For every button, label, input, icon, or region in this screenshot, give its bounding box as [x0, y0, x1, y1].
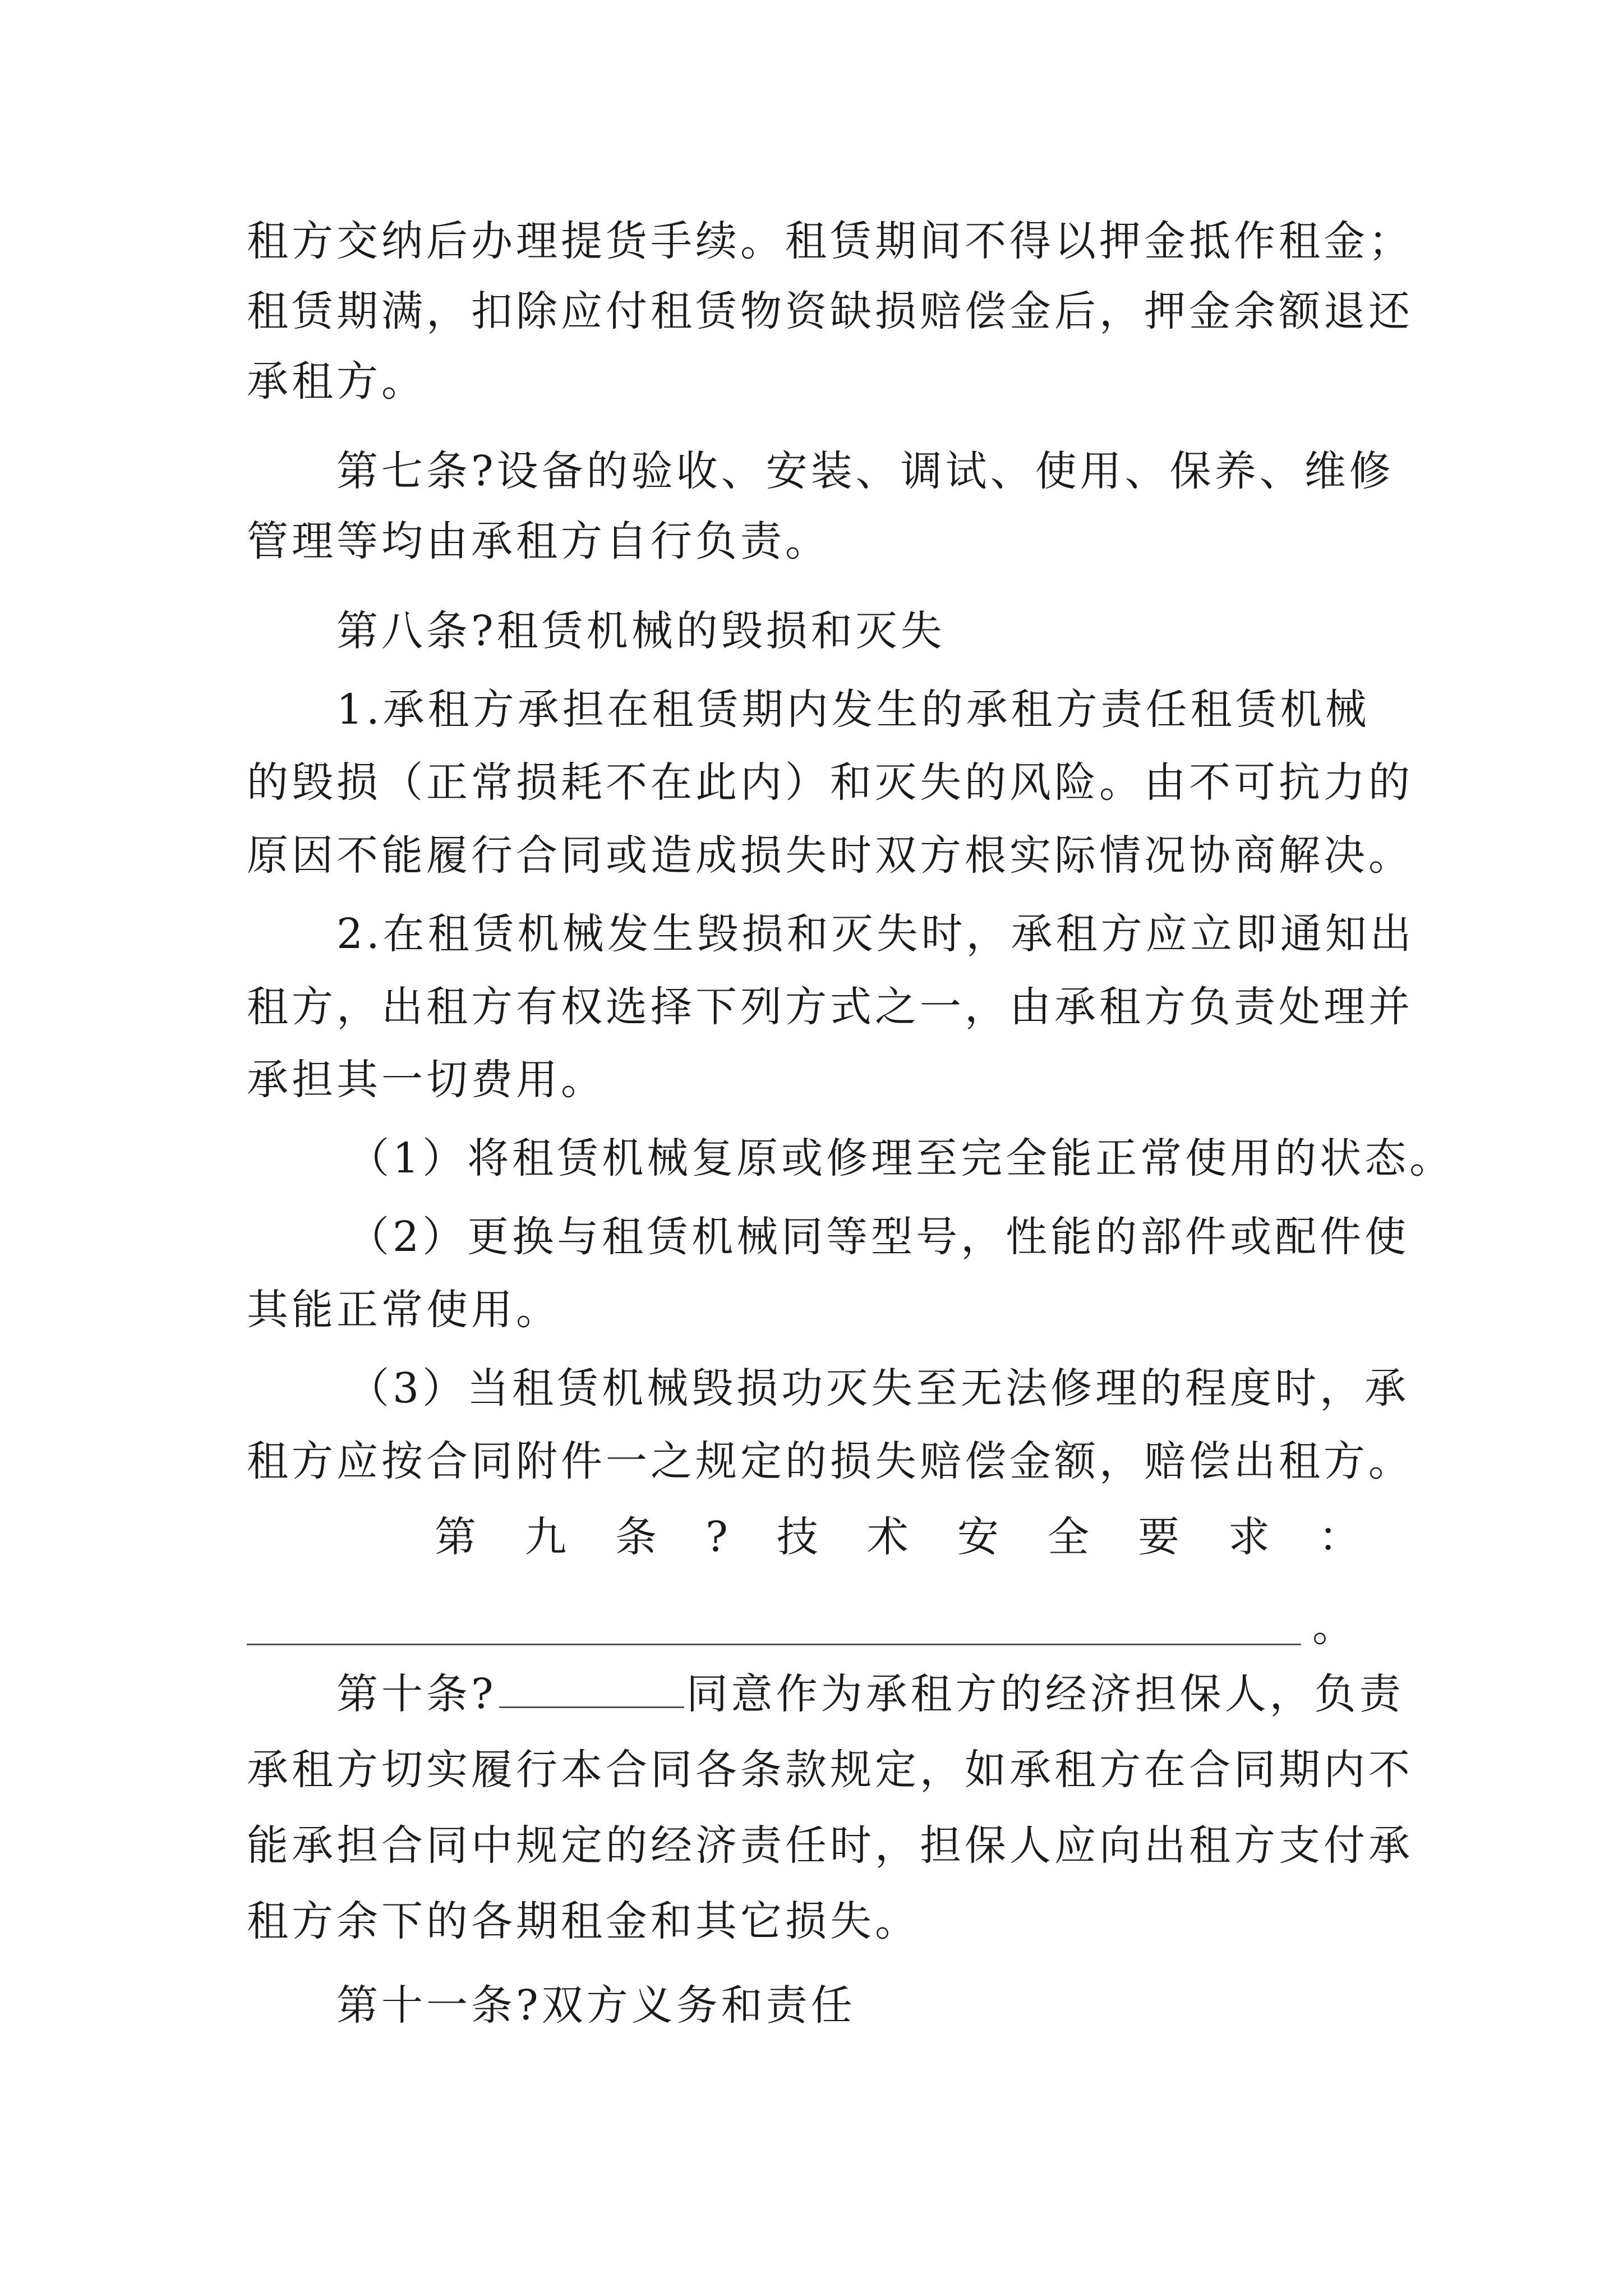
text-line: 能承担合同中规定的经济责任时，担保人应向出租方支付承 [247, 1821, 1413, 1870]
article-9-char: 术 [866, 1513, 909, 1561]
clause-2-line: 2.在租赁机械发生毁损和灭失时，承租方应立即通知出 [336, 910, 1415, 958]
article-9-char: 安 [957, 1513, 999, 1561]
text-line: 承租方切实履行本合同各条款规定，如承租方在合同期内不 [247, 1746, 1413, 1794]
article-9-heading [435, 1509, 1360, 1565]
text-line: 管理等均由承租方自行负责。 [247, 517, 830, 565]
article-9-end-mark: 。 [1312, 1603, 1354, 1651]
item-2-line: （2）更换与租赁机械同等型号，性能的部件或配件使 [348, 1213, 1410, 1261]
article-9-fill-line [247, 1644, 1301, 1645]
item-1-line: （1）将租赁机械复原或修理至完全能正常使用的状态。 [348, 1134, 1455, 1182]
article-10-heading [336, 1666, 1404, 1722]
article-10-prefix: 第十条? [336, 1670, 497, 1718]
article-11-heading: 第十一条?双方义务和责任 [336, 1981, 856, 2030]
text-line: 租方交纳后办理提货手续。租赁期间不得以押金抵作租金； [247, 217, 1413, 265]
article-10-text: 同意作为承租方的经济担保人，负责 [686, 1670, 1404, 1718]
item-3-line: （3）当租赁机械毁损功灭失至无法修理的程度时，承 [348, 1364, 1410, 1412]
text-line: 原因不能履行合同或造成损失时双方根实际情况协商解决。 [247, 831, 1413, 880]
article-9-char: ： [1318, 1513, 1360, 1561]
text-line: 承租方。 [247, 357, 426, 406]
clause-1-line: 1.承租方承担在租赁期内发生的承租方责任租赁机械 [336, 685, 1370, 734]
text-line: 租方应按合同附件一之规定的损失赔偿金额，赔偿出租方。 [247, 1437, 1413, 1485]
article-8-heading: 第八条?租赁机械的毁损和灭失 [336, 607, 946, 655]
text-line: 的毁损（正常损耗不在此内）和灭失的风险。由不可抗力的 [247, 758, 1413, 807]
text-line: 租方余下的各期租金和其它损失。 [247, 1897, 920, 1945]
article-9-char: 第 [435, 1513, 476, 1561]
text-line: 承担其一切费用。 [247, 1056, 606, 1104]
article-9-char: 全 [1047, 1513, 1089, 1561]
article-7-heading: 第七条?设备的验收、安装、调试、使用、保养、维修 [336, 447, 1394, 495]
text-line: 其能正常使用。 [247, 1286, 561, 1334]
text-line: 租赁期满，扣除应付租赁物资缺损赔偿金后，押金余额退还 [247, 287, 1413, 335]
article-9-char: 条 [615, 1513, 657, 1561]
article-9-char: 九 [525, 1513, 567, 1561]
article-9-char: 求 [1228, 1513, 1270, 1561]
text-line: 租方，出租方有权选择下列方式之一，由承租方负责处理并 [247, 983, 1413, 1031]
article-9-char: 要 [1137, 1513, 1179, 1561]
article-9-char: 技 [776, 1513, 818, 1561]
guarantor-blank [499, 1667, 684, 1708]
article-9-char: ? [706, 1513, 728, 1561]
